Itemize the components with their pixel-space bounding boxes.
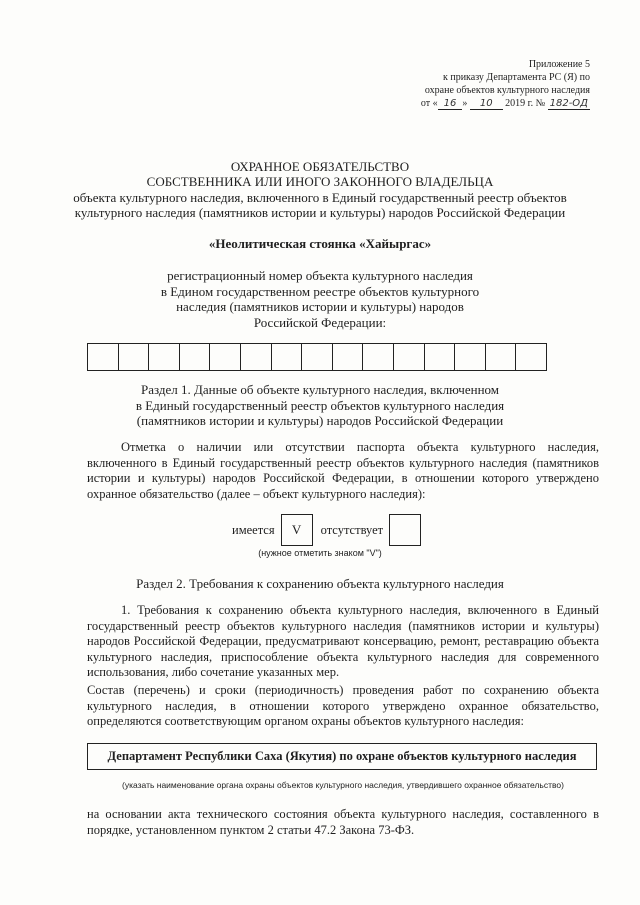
registration-cell xyxy=(240,343,272,371)
registration-cell xyxy=(148,343,180,371)
appendix-block xyxy=(330,58,590,110)
requirements-paragraph: 1. Требования к сохранению объекта культурного наследия, включенного в Единый государственный реестр объектов культурного наследия (памятников истории и культуры) народов Российской Федерации, предусматривают консервацию, ремонт, реставрацию объекта культурного наследия, приспособление объекта культурного наследия для современного использования, либо сочетание указанных мер. xyxy=(87,603,599,679)
registration-cell xyxy=(515,343,547,371)
passport-hint: (нужное отметить знаком "V") xyxy=(258,548,382,558)
registration-cell xyxy=(118,343,150,371)
composition-paragraph: Состав (перечень) и сроки (периодичность) проведения работ по сохранению объекта культурного наследия, в отношении которого утверждено охранное обязательство, определяются соответствующим органом охраны объектов культурного наследия: xyxy=(87,683,599,728)
passport-present-label: имеется xyxy=(232,522,275,537)
passport-absent-label: отсутствует xyxy=(320,522,384,537)
registration-number-cells xyxy=(87,343,546,371)
appendix-line: охране объектов культурного наследия xyxy=(424,85,590,96)
registration-cell xyxy=(485,343,517,371)
registration-cell xyxy=(332,343,364,371)
registration-cell xyxy=(393,343,425,371)
document-title: ОХРАННОЕ ОБЯЗАТЕЛЬСТВО xyxy=(230,159,410,174)
department-name-box: Департамент Республики Саха (Якутия) по охране объектов культурного наследия xyxy=(87,743,597,770)
document-subtitle-line1: объекта культурного наследия, включенного в Единый государственный реестр объектов xyxy=(73,190,567,205)
passport-present-box: V xyxy=(281,514,313,546)
registration-cell xyxy=(454,343,486,371)
section1-heading: Раздел 1. Данные об объекте культурного наследия, включенном в Единый государственный реестр объектов культурного наследия (памятников истории и культуры) народов Российской Федерации xyxy=(135,382,505,428)
handwritten-number: 182-ОД xyxy=(549,98,588,109)
document-subtitle-line2: культурного наследия (памятников истории и культуры) народов Российской Федерации xyxy=(74,205,566,220)
registration-cell xyxy=(87,343,119,371)
appendix-date: от « 16 » 10 2019 г. № 182-ОД xyxy=(420,98,588,109)
passport-absent-box xyxy=(389,514,421,546)
registration-cell xyxy=(362,343,394,371)
passport-paragraph: Отметка о наличии или отсутствии паспорта объекта культурного наследия, включенного в Единый государственный реестр объектов культурного наследия (памятников истории и культуры) народов Российской Федерации, в отношении которого утверждено охранное обязательство (далее – объект культурного наследия): xyxy=(87,440,599,501)
object-name: «Неолитическая стоянка «Хайыргас» xyxy=(208,236,432,251)
registration-cell xyxy=(271,343,303,371)
handwritten-month: 10 xyxy=(470,98,503,110)
registration-cell xyxy=(209,343,241,371)
basis-paragraph: на основании акта технического состояния объекта культурного наследия, составленного в порядке, установленном пунктом 2 статьи 47.2 Закона 73-ФЗ. xyxy=(87,807,599,837)
department-hint: (указать наименование органа охраны объектов культурного наследия, утвердившего охранное обязательство) xyxy=(122,780,564,790)
section2-heading: Раздел 2. Требования к сохранению объекта культурного наследия xyxy=(136,576,504,591)
appendix-line: Приложение 5 xyxy=(528,59,590,70)
appendix-line: к приказу Департамента РС (Я) по xyxy=(442,72,590,83)
registration-label: регистрационный номер объекта культурного наследия в Едином государственном реестре объектов культурного наследия (памятников истории и культуры) народов Российской Федерации: xyxy=(160,268,480,330)
document-title-line2: СОБСТВЕННИКА ИЛИ ИНОГО ЗАКОННОГО ВЛАДЕЛЬЦА xyxy=(146,174,494,189)
registration-cell xyxy=(179,343,211,371)
registration-cell xyxy=(424,343,456,371)
registration-cell xyxy=(301,343,333,371)
handwritten-day: 16 xyxy=(438,98,463,110)
